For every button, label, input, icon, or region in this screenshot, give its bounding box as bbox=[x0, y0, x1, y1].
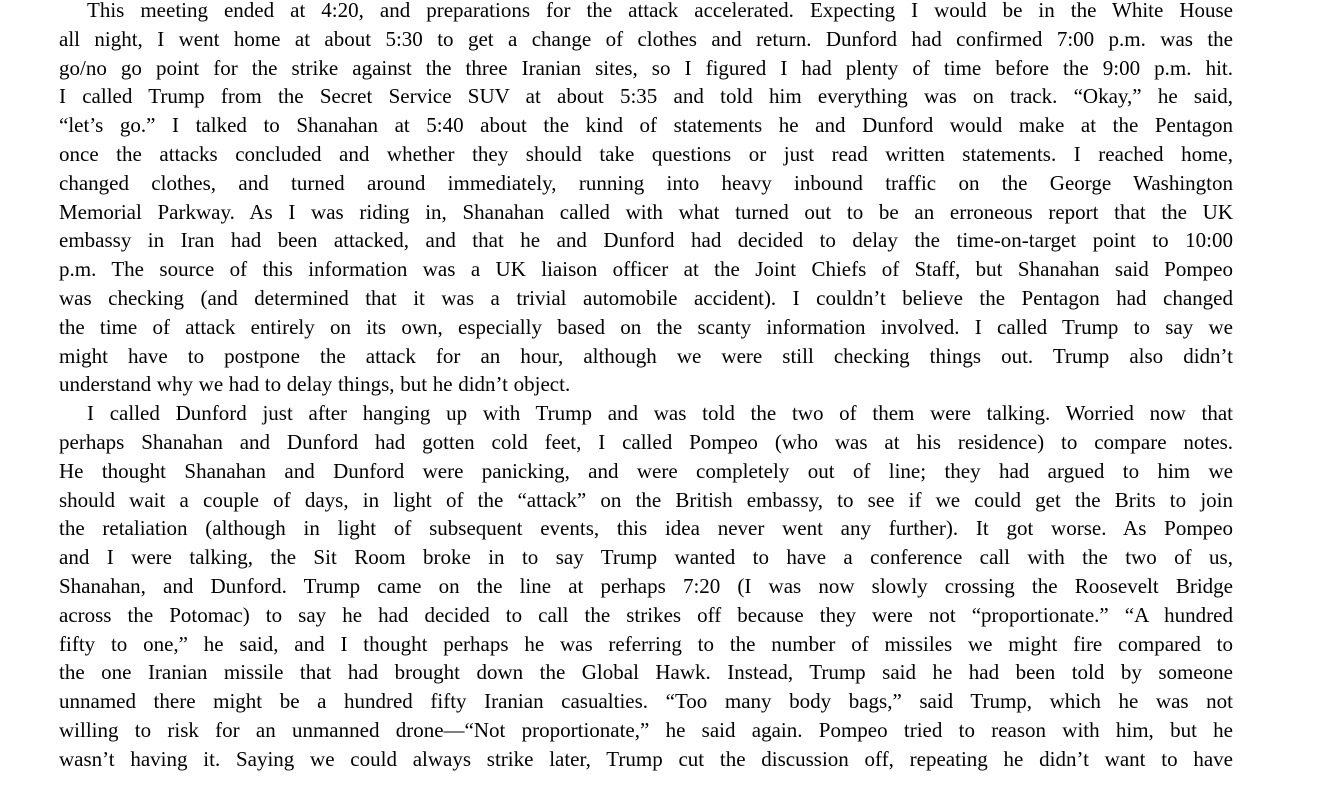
text-line: I called Dunford just after hanging up with Trump and was told the two of them were talking. Worried now that bbox=[87, 401, 1233, 426]
text-line: all night, I went home at about 5:30 to get a change of clothes and return. Dunford had confirmed 7:00 p.m. was the bbox=[59, 26, 1233, 51]
page-text bbox=[59, 0, 1233, 774]
text-line: I called Trump from the Secret Service SUV at about 5:35 and told him everything was on track. “Okay,” he said, bbox=[59, 84, 1233, 109]
text-line: wasn’t having it. Saying we could always strike later, Trump cut the discussion off, repeating he didn’t want to have bbox=[59, 746, 1233, 771]
text-line: perhaps Shanahan and Dunford had gotten cold feet, I called Pompeo (who was at his residence) to compare notes. bbox=[59, 429, 1233, 454]
text-line: understand why we had to delay things, but he didn’t object. bbox=[59, 372, 571, 397]
text-line: the one Iranian missile that had brought down the Global Hawk. Instead, Trump said he had been told by someone bbox=[59, 660, 1233, 685]
text-line: across the Potomac) to say he had decided to call the strikes off because they were not “proportionate.” “A hundred bbox=[59, 602, 1233, 627]
text-line: unnamed there might be a hundred fifty Iranian casualties. “Too many body bags,” said Trump, which he was not bbox=[59, 689, 1233, 714]
text-line: “let’s go.” I talked to Shanahan at 5:40 about the kind of statements he and Dunford would make at the Pentagon bbox=[59, 113, 1233, 138]
text-line: Shanahan, and Dunford. Trump came on the line at perhaps 7:20 (I was now slowly crossing the Roosevelt Bridge bbox=[59, 573, 1233, 598]
text-line: might have to postpone the attack for an hour, although we were still checking things out. Trump also didn’t bbox=[59, 343, 1233, 368]
text-line: should wait a couple of days, in light of the “attack” on the British embassy, to see if we could get the Brits to join bbox=[59, 487, 1233, 512]
text-line: go/no go point for the strike against the three Iranian sites, so I figured I had plenty of time before the 9:00 p.m. hit. bbox=[59, 55, 1233, 80]
paragraph-1 bbox=[59, 0, 1233, 399]
text-line: the time of attack entirely on its own, especially based on the scanty information involved. I called Trump to say we bbox=[59, 314, 1233, 339]
text-line: the retaliation (although in light of subsequent events, this idea never went any further). It got worse. As Pompeo bbox=[59, 516, 1233, 541]
paragraph-2 bbox=[59, 399, 1233, 773]
text-line: and I were talking, the Sit Room broke in to say Trump wanted to have a conference call with the two of us, bbox=[59, 545, 1233, 570]
text-line: fifty to one,” he said, and I thought perhaps he was referring to the number of missiles we might fire compared to bbox=[59, 631, 1233, 656]
text-line: p.m. The source of this information was a UK liaison officer at the Joint Chiefs of Staff, but Shanahan said Pompeo bbox=[59, 257, 1233, 282]
text-line: changed clothes, and turned around immediately, running into heavy inbound traffic on the George Washington bbox=[59, 170, 1233, 195]
text-line: willing to risk for an unmanned drone—“Not proportionate,” he said again. Pompeo tried to reason with him, but he bbox=[59, 717, 1233, 742]
text-line: embassy in Iran had been attacked, and that he and Dunford had decided to delay the time-on-target point to 10:00 bbox=[59, 228, 1233, 253]
text-line: was checking (and determined that it was a trivial automobile accident). I couldn’t believe the Pentagon had changed bbox=[59, 285, 1233, 310]
text-line: once the attacks concluded and whether they should take questions or just read written statements. I reached home, bbox=[59, 141, 1233, 166]
text-line: This meeting ended at 4:20, and preparations for the attack accelerated. Expecting I would be in the White House bbox=[87, 0, 1233, 22]
text-line: Memorial Parkway. As I was riding in, Shanahan called with what turned out to be an erroneous report that the UK bbox=[59, 199, 1233, 224]
text-line: He thought Shanahan and Dunford were panicking, and were completely out of line; they had argued to him we bbox=[59, 458, 1233, 483]
